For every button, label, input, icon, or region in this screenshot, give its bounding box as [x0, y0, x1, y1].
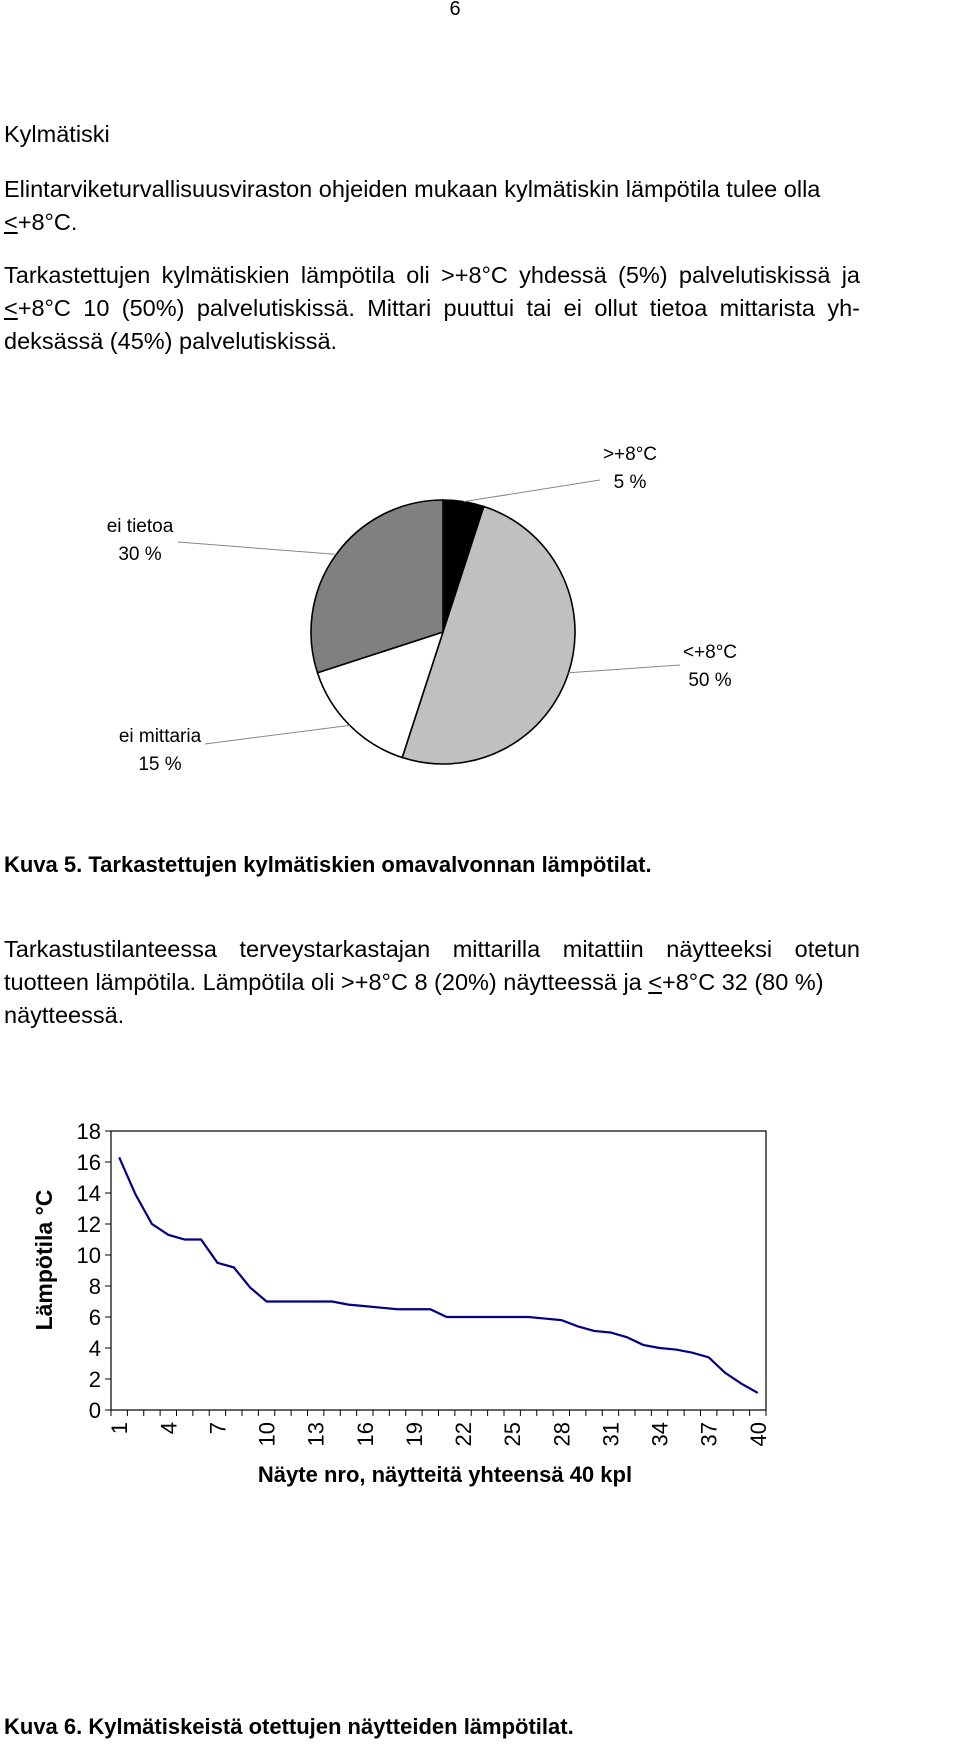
y-axis-title: Lämpötila °C	[31, 1189, 57, 1331]
plot-area-border	[111, 1131, 766, 1410]
paragraph-2-line-3: deksässä (45%) palvelutiskissä.	[4, 328, 338, 354]
pie-leader-line	[205, 725, 350, 744]
x-tick-label: 31	[598, 1422, 624, 1447]
pie-leader-line	[569, 665, 680, 673]
x-tick-label: 7	[205, 1422, 231, 1435]
paragraph-2	[4, 259, 860, 358]
pie-chart	[0, 420, 960, 840]
x-tick-label: 22	[451, 1422, 477, 1447]
x-tick-label: 37	[696, 1422, 722, 1447]
x-tick-label: 28	[549, 1422, 575, 1447]
paragraph-2-line-1: Tarkastettujen kylmätiskien lämpötila oli >+8°C yhdessä (5%) palvelutiskissä ja	[4, 262, 860, 288]
x-tick-label: 19	[401, 1422, 427, 1447]
le-symbol: <	[4, 295, 18, 321]
page-number: 6	[449, 0, 461, 20]
pie-slice-label: ei mittaria	[118, 726, 202, 747]
y-tick-label: 12	[76, 1212, 101, 1237]
y-tick-label: 16	[76, 1150, 101, 1175]
figure-caption-6: Kuva 6. Kylmätiskeistä otettujen näytteiden lämpötilat.	[4, 1714, 574, 1739]
pie-slice-label: <+8°C	[682, 642, 738, 663]
paragraph-1-line-2: <+8°C.	[4, 209, 78, 235]
pie-slice-value: 30 %	[118, 544, 162, 565]
x-tick-label: 40	[745, 1422, 771, 1447]
x-tick-label: 4	[156, 1422, 182, 1435]
pie-slice-label: >+8°C	[602, 444, 658, 465]
paragraph-3-line-3: näytteessä.	[4, 1002, 125, 1028]
pie-slice-value: 15 %	[138, 754, 182, 775]
paragraph-2-line-2: <+8°C 10 (50%) palvelutiskissä. Mittari puuttui tai ei ollut tietoa mittarista yh-	[4, 295, 860, 321]
line-chart	[0, 1110, 960, 1670]
x-axis-title: Näyte nro, näytteitä yhteensä 40 kpl	[257, 1462, 633, 1487]
paragraph-1	[4, 173, 860, 239]
y-tick-label: 0	[88, 1398, 101, 1423]
y-tick-label: 18	[76, 1119, 101, 1144]
y-tick-label: 8	[88, 1274, 101, 1299]
x-tick-label: 16	[352, 1422, 378, 1447]
y-tick-label: 10	[76, 1243, 101, 1268]
pie-slice-label: ei tietoa	[106, 516, 174, 537]
pie-slice-value: 50 %	[688, 670, 732, 691]
le-symbol: <	[4, 209, 18, 235]
x-tick-label: 25	[500, 1422, 526, 1447]
section-heading: Kylmätiski	[4, 121, 110, 147]
x-tick-label: 10	[254, 1422, 280, 1447]
le-symbol: <	[648, 969, 662, 995]
x-tick-label: 13	[303, 1422, 329, 1447]
paragraph-3	[4, 933, 860, 1032]
pie-slice-value: 5 %	[613, 472, 647, 493]
figure-caption-5: Kuva 5. Tarkastettujen kylmätiskien omavalvonnan lämpötilat.	[4, 852, 652, 877]
y-tick-label: 6	[88, 1305, 101, 1330]
y-tick-label: 2	[88, 1367, 101, 1392]
temperature-series-line	[119, 1157, 758, 1393]
paragraph-3-line-2: tuotteen lämpötila. Lämpötila oli >+8°C 8 (20%) näytteessä ja <+8°C 32 (80 %)	[4, 969, 824, 995]
x-tick-label: 34	[647, 1422, 673, 1447]
paragraph-1-line-1: Elintarviketurvallisuusviraston ohjeiden mukaan kylmätiskin lämpötila tulee olla	[4, 176, 821, 202]
pie-leader-line	[464, 480, 600, 502]
y-tick-label: 4	[88, 1336, 101, 1361]
paragraph-3-line-1: Tarkastustilanteessa terveystarkastajan mittarilla mitattiin näytteeksi otetun	[4, 936, 860, 962]
pie-leader-line	[178, 542, 336, 554]
x-tick-label: 1	[107, 1422, 133, 1435]
y-tick-label: 14	[76, 1181, 101, 1206]
